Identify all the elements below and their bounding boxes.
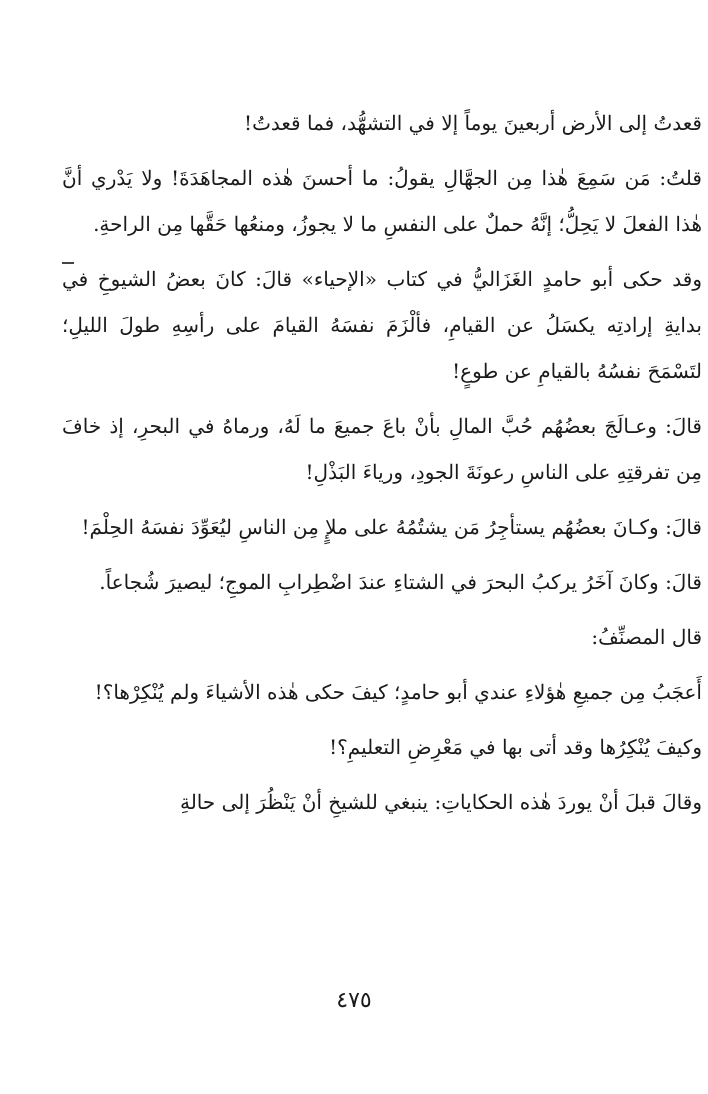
paragraph-2: قلتُ: مَن سَمِعَ هٰذا مِن الجهَّالِ يقولُ: ما أحسنَ هٰذه المجاهَدَةَ! ولا يَدْري أنَّ هٰذا الفعلَ لا يَحِلُّ؛ إنَّهُ حملٌ على النفسِ ما لا يجوزُ، ومنعُها حَقَّها مِن الراحةِ.: [62, 166, 702, 236]
author-heading: قال المصنِّفُ:: [591, 625, 702, 649]
page-number: ٤٧٥: [336, 988, 372, 1013]
paragraph-5: قالَ: وكـانَ بعضُهُم يستأجِرُ مَن يشتُمُهُ على ملإٍ مِن الناسِ ليُعَوِّدَ نفسَهُ الحِلْمَ!: [81, 515, 702, 539]
paragraph-7: أَعجَبُ مِن جميعِ هٰؤلاءِ عندي أبو حامدٍ؛ كيفَ حكى هٰذه الأشياءَ ولم يُنْكِرْها؟!: [94, 680, 702, 704]
paragraph-9: وقالَ قبلَ أنْ يوردَ هٰذه الحكاياتِ: ينبغي للشيخِ أنْ يَنْظُرَ إلى حالةِ: [179, 790, 702, 814]
paragraph-4: قالَ: وعـالَجَ بعضُهُم حُبَّ المالِ بأنْ باعَ جميعَ ما لَهُ، ورماهُ في البحرِ، إذ خافَ مِن تفرقتِهِ على الناسِ رعونَةَ الجودِ، ورياءَ البَذْلِ!: [62, 414, 702, 484]
margin-mark: [62, 262, 74, 264]
paragraph-8: وكيفَ يُنْكِرُها وقد أتى بها في مَعْرِضِ التعليمِ؟!: [329, 735, 702, 759]
paragraph-1: قعدتُ إلى الأرض أربعينَ يوماً إلا في التشهُّد، فما قعدتُ!: [244, 111, 702, 135]
paragraph-3: وقد حكى أبو حامدٍ الغَزَاليُّ في كتاب «الإحياء» قالَ: كانَ بعضُ الشيوخِ في بدايةِ إرادتِه يكسَلُ عن القيامِ، فألْزَمَ نفسَهُ القيامَ على رأسِهِ طولَ الليلِ؛ لتَسْمَحَ نفسُهُ بالقيامِ عن طوعٍ!: [62, 267, 702, 383]
page-body: [62, 96, 702, 996]
paragraph-6: قالَ: وكانَ آخَرُ يركبُ البحرَ في الشتاءِ عندَ اضْطِرابِ الموجِ؛ ليصيرَ شُجاعاً.: [99, 570, 702, 594]
